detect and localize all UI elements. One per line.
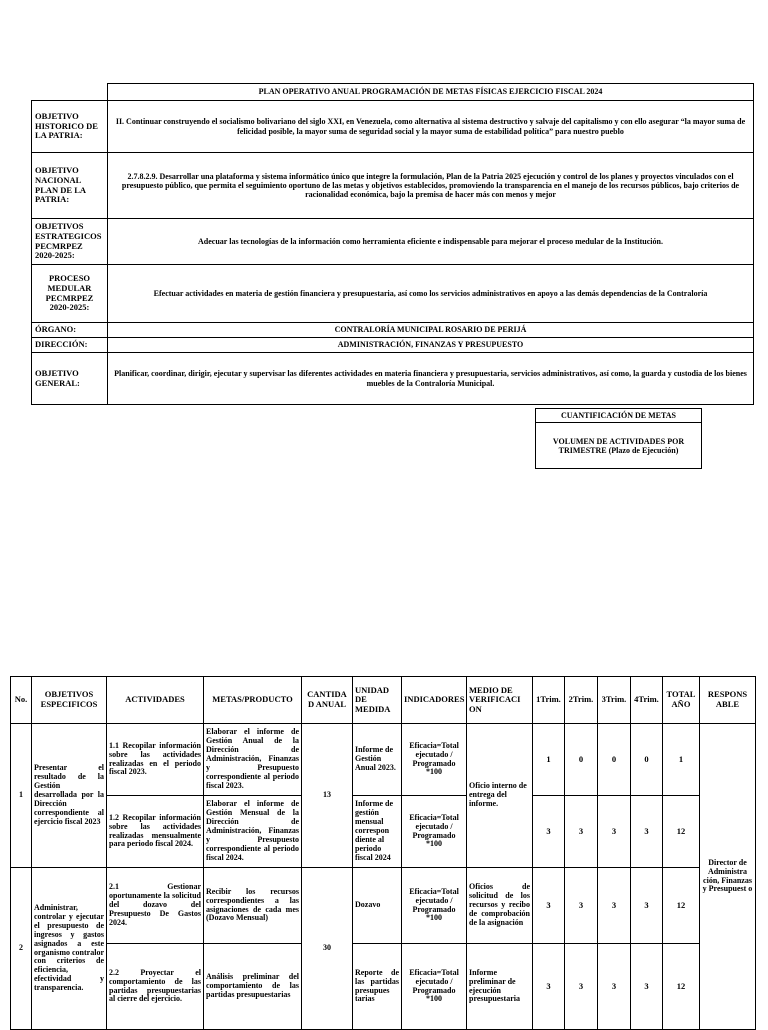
plan-blank-cell [32,84,108,101]
actividad: 2.1 Gestionar oportunamente la solicitud del dozavo del Presupuesto De Gastos 2024. [107,868,204,944]
indicador: Eficacia=Total ejecutado / Programado *100 [402,868,467,944]
header-4trim: 4Trim. [631,677,663,724]
trim-3: 3 [598,944,631,1030]
quant-title: CUANTIFICACIÓN DE METAS [536,409,702,423]
total-ano: 12 [663,868,700,944]
objetivo-especifico: Presentar el resultado de la Gestión desarrollada por la Dirección correspondiente al ejercicio fiscal 2023 [32,724,107,868]
header-no: No. [11,677,32,724]
header-3trim: 3Trim. [598,677,631,724]
meta-producto: Recibir los recursos correspondientes a las asignaciones de cada mes (Dozavo Mensual) [204,868,302,944]
unidad-medida: Informe de Gestión Anual 2023. [353,724,402,796]
table-row [11,724,756,796]
trim-3: 3 [598,868,631,944]
medio-verificacion: Informe preliminar de ejecución presupuestaria [467,944,533,1030]
total-ano: 1 [663,724,700,796]
label-direccion: DIRECCIÓN: [32,338,108,353]
unidad-medida: Informe de gestión mensual correspon diente al periodo fiscal 2024 [353,796,402,868]
row-number: 2 [11,868,32,1030]
trim-4: 3 [631,868,663,944]
header-cantidad: CANTIDA D ANUAL [302,677,353,724]
header-objetivos: OBJETIVOS ESPECIFICOS [32,677,107,724]
row-number: 1 [11,724,32,868]
plan-title: PLAN OPERATIVO ANUAL PROGRAMACIÓN DE METAS FÍSICAS EJERCICIO FISCAL 2024 [108,84,754,101]
header-1trim: 1Trim. [533,677,565,724]
indicador: Eficacia=Total ejecutado / Programado *100 [402,796,467,868]
value-direccion: ADMINISTRACIÓN, FINANZAS Y PRESUPUESTO [108,338,754,353]
cuantificacion-metas-box [535,408,702,469]
header-medio: MEDIO DE VERIFICACI ON [467,677,533,724]
indicador: Eficacia=Total ejecutado / Programado *100 [402,724,467,796]
label-organo: ÓRGANO: [32,323,108,338]
responsable: Director de Administra ción, Finanzas y Presupuest o [700,724,756,1030]
meta-producto: Elaborar el informe de Gestión Anual de la Dirección de Administración, Finanzas y Presupuesto correspondiente al periodo fiscal 2023. [204,724,302,796]
actividad: 1.1 Recopilar información sobre las actividades realizadas en el periodo fiscal 2023. [107,724,204,796]
medio-verificacion: Oficio interno de entrega del informe. [467,724,533,868]
cantidad-anual: 13 [302,724,353,868]
table-row [11,796,756,868]
meta-producto: Elaborar el informe de Gestión Mensual de la Dirección de Administración, Finanzas y Presupuesto correspondiente al periodo fiscal 2024. [204,796,302,868]
total-ano: 12 [663,796,700,868]
trim-2: 3 [565,796,598,868]
unidad-medida: Reporte de las partidas presupues tarias [353,944,402,1030]
value-objetivos-estrategicos: Adecuar las tecnologías de la información como herramienta eficiente e indispensable para mejorar el proceso medular de la Institución. [108,219,754,265]
objetivo-especifico: Administrar, controlar y ejecutar el presupuesto de ingresos y gastos asignados a este organismo contralor con criterios de eficiencia, efectividad y transparencia. [32,868,107,1030]
trim-4: 3 [631,944,663,1030]
label-objetivos-estrategicos: OBJETIVOS ESTRATEGICOS PECMRPEZ 2020-2025: [32,219,108,265]
trim-1: 3 [533,868,565,944]
activities-table [10,676,756,1030]
value-objetivo-general: Planificar, coordinar, dirigir, ejecutar y supervisar las diferentes actividades en materia financiera y presupuestaria, servicios administrativos, así como, la guarda y custodia de los bienes muebles de la Contraloría Municipal. [108,353,754,405]
label-objetivo-general: OBJETIVO GENERAL: [32,353,108,405]
header-responsable: RESPONS ABLE [700,677,756,724]
trim-3: 0 [598,724,631,796]
value-organo: CONTRALORÍA MUNICIPAL ROSARIO DE PERIJÁ [108,323,754,338]
unidad-medida: Dozavo [353,868,402,944]
indicador: Eficacia=Total ejecutado / Programado *100 [402,944,467,1030]
medio-verificacion: Oficios de solicitud de los recursos y recibo de comprobación de la asignación [467,868,533,944]
cantidad-anual: 30 [302,868,353,1030]
value-proceso-medular: Efectuar actividades en materia de gestión financiera y presupuestaria, así como los servicios administrativos en apoyo a las demás dependencias de la Contraloría [108,265,754,323]
header-2trim: 2Trim. [565,677,598,724]
plan-operativo-table [31,83,754,405]
actividad: 2.2 Proyectar el comportamiento de las partidas presupuestarias al cierre del ejercicio. [107,944,204,1030]
header-indicadores: INDICADORES [402,677,467,724]
label-objetivo-historico: OBJETIVO HISTORICO DE LA PATRIA: [32,101,108,153]
label-objetivo-nacional: OBJETIVO NACIONAL PLAN DE LA PATRIA: [32,153,108,219]
meta-producto: Análisis preliminar del comportamiento de las partidas presupuestarias [204,944,302,1030]
table-row [11,868,756,944]
trim-2: 3 [565,944,598,1030]
label-proceso-medular: PROCESO MEDULAR PECMRPEZ 2020-2025: [32,265,108,323]
header-metas: METAS/PRODUCTO [204,677,302,724]
header-unidad: UNIDAD DE MEDIDA [353,677,402,724]
trim-1: 3 [533,944,565,1030]
trim-3: 3 [598,796,631,868]
total-ano: 12 [663,944,700,1030]
trim-1: 1 [533,724,565,796]
actividad: 1.2 Recopilar información sobre las actividades realizadas mensualmente para periodo fiscal 2024. [107,796,204,868]
trim-2: 0 [565,724,598,796]
header-actividades: ACTIVIDADES [107,677,204,724]
value-objetivo-historico: II. Continuar construyendo el socialismo bolivariano del siglo XXI, en Venezuela, como alternativa al sistema destructivo y salvaje del capitalismo y con ello asegurar “la mayor suma de felicidad posible, la mayor suma de seguridad social y la mayor suma de estabilidad política” para nuestro pueblo [108,101,754,153]
quant-subtitle: VOLUMEN DE ACTIVIDADES POR TRIMESTRE (Plazo de Ejecución) [536,423,702,469]
trim-1: 3 [533,796,565,868]
table-row [11,944,756,1030]
trim-4: 0 [631,724,663,796]
trim-2: 3 [565,868,598,944]
value-objetivo-nacional: 2.7.8.2.9. Desarrollar una plataforma y sistema informático único que integre la formulación, Plan de la Patria 2025 ejecución y control de los planes y proyectos vinculados con el presupuesto público, que permita el seguimiento oportuno de las metas y objetivos establecidos, promoviendo la transparencia en el manejo de los recursos públicos, bajo criterios de racionalidad económica, bajo la premisa de hacer más con menos y mejor [108,153,754,219]
header-total: TOTAL AÑO [663,677,700,724]
trim-4: 3 [631,796,663,868]
